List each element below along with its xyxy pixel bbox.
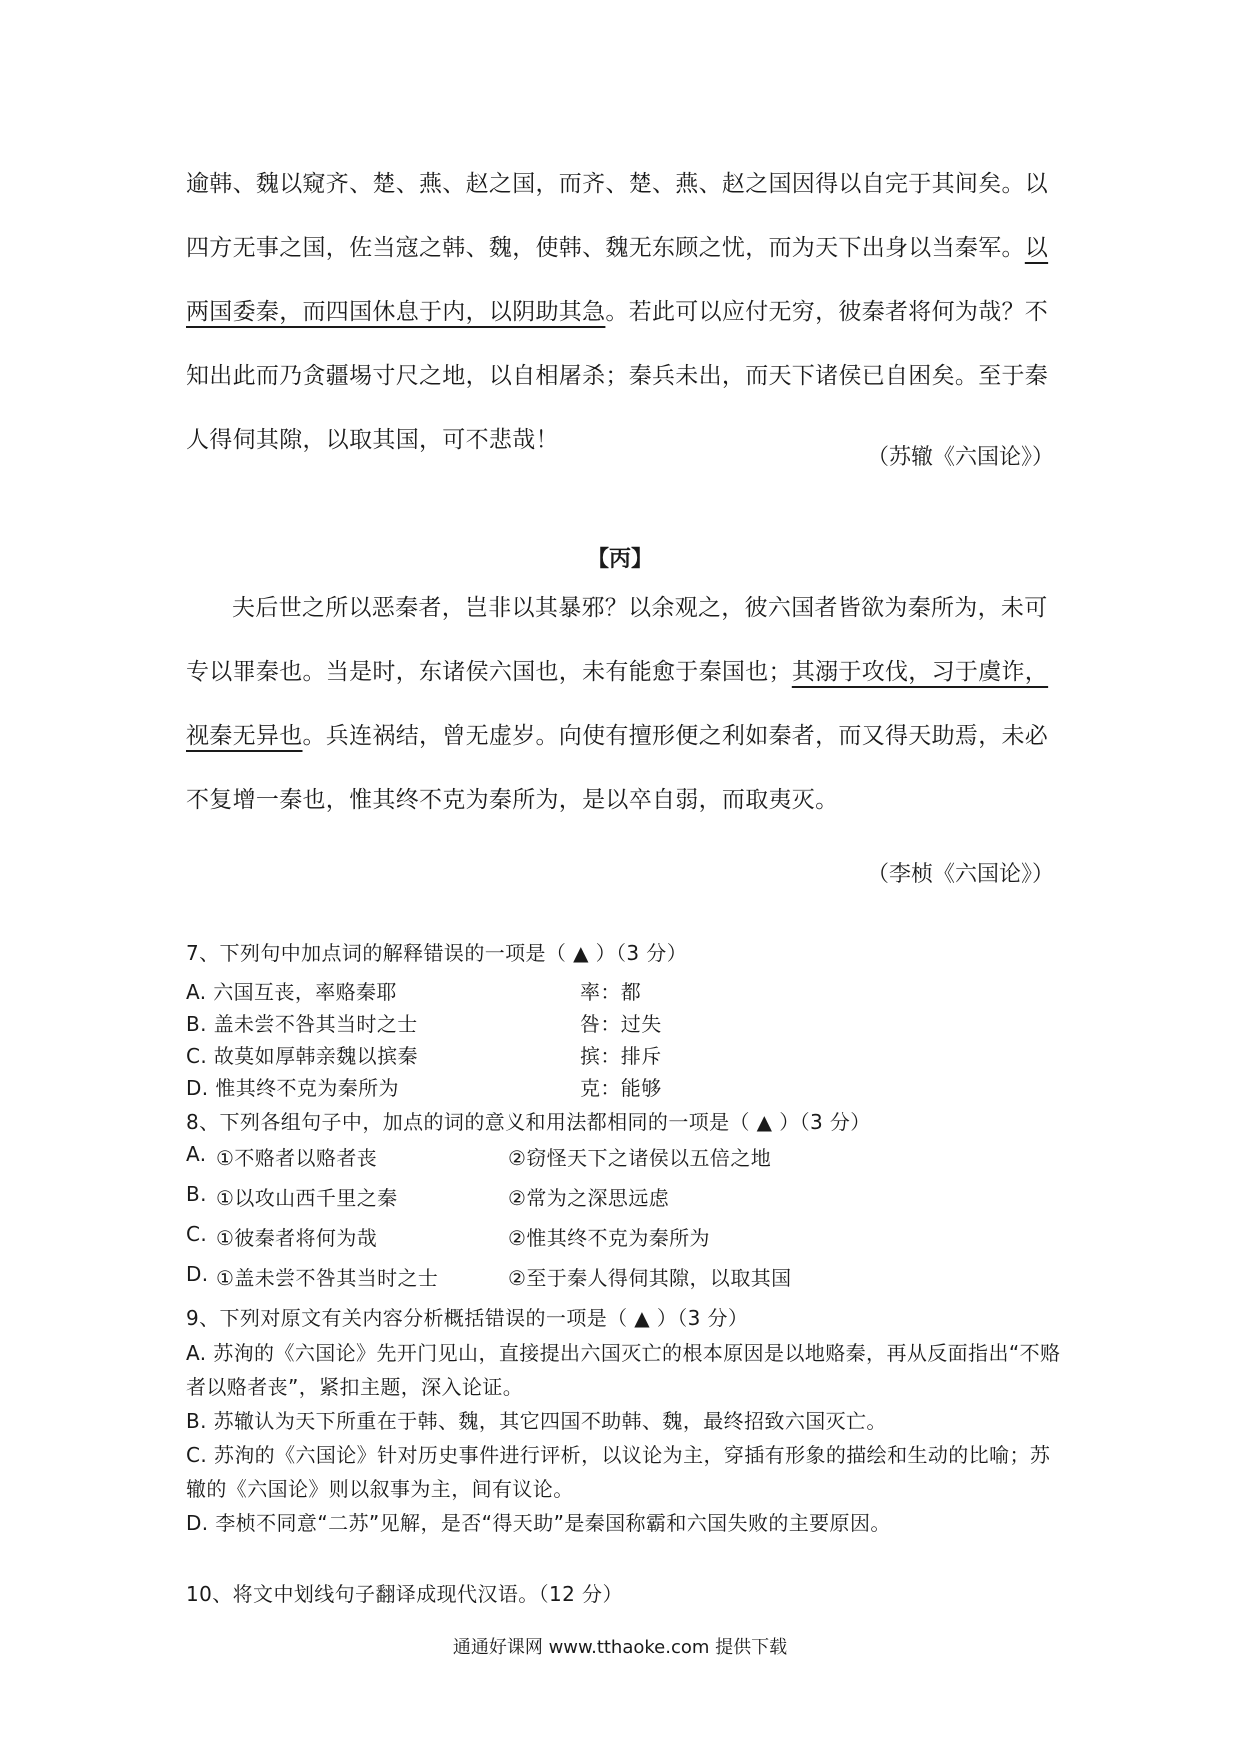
q8-option-second: ②常为之深思远虑 — [508, 1186, 670, 1210]
q8-option-label: B. — [186, 1182, 207, 1206]
q8-option-label: A. — [186, 1142, 207, 1166]
q8-option-label: C. — [186, 1222, 208, 1246]
passage-bing — [186, 576, 1056, 832]
passage-text: 。兵连祸结，曾无虚岁。向使有擅形便之利如秦者，而又得天助焉，未必不复增一秦也，惟其终不克为秦所为，是以卒自弱，而取夷灭。 — [186, 723, 1049, 813]
question-9-stem: 9、下列对原文有关内容分析概括错误的一项是（ ▲ ）（3 分） — [186, 1306, 749, 1330]
q7-gloss: 咎：过失 — [580, 1012, 662, 1036]
passage-source: （李桢《六国论》） — [866, 862, 1054, 887]
q8-option-label: D. — [186, 1262, 209, 1286]
q9-option: D. 李桢不同意“二苏”见解，是否“得天助”是秦国称霸和六国失败的主要原因。 — [186, 1511, 891, 1535]
q7-gloss: 克：能够 — [580, 1076, 662, 1100]
section-heading: 【丙】 — [586, 547, 653, 572]
passage-source: （苏辙《六国论》） — [866, 445, 1054, 470]
q7-option: A. 六国互丧，率赂秦耶 — [186, 980, 397, 1004]
question-8-stem: 8、下列各组句子中，加点的词的意义和用法都相同的一项是（ ▲ ）（3 分） — [186, 1110, 871, 1134]
q9-option: A. 苏洵的《六国论》先开门见山，直接提出六国灭亡的根本原因是以地赂秦，再从反面指出“不赂者以赂者丧”，紧扣主题，深入论证。 — [186, 1341, 1061, 1399]
underlined-sentence: 其溺于攻伐，习于虞诈，视秦无异也 — [186, 659, 1049, 749]
q8-option-first: ①以攻山西千里之秦 — [216, 1186, 398, 1210]
q7-option: C. 故莫如厚韩亲魏以摈秦 — [186, 1044, 418, 1068]
q8-option-second: ②至于秦人得伺其隙，以取其国 — [508, 1266, 792, 1290]
passage-text: 夫后世之所以恶秦者，岂非以其暴邪？以余观之，彼六国者皆欲为秦所为，未可专以罪秦也。当是时，东诸侯六国也，未有能愈于秦国也； — [186, 595, 1048, 685]
q8-option-first: ①盖未尝不咎其当时之士 — [216, 1266, 439, 1290]
q7-option: D. 惟其终不克为秦所为 — [186, 1076, 399, 1100]
question-7-stem: 7、下列句中加点词的解释错误的一项是（ ▲ ）（3 分） — [186, 941, 688, 965]
q8-option-first: ①不赂者以赂者丧 — [216, 1146, 378, 1170]
q7-option: B. 盖未尝不咎其当时之士 — [186, 1012, 418, 1036]
passage-text: 。若此可以应付无穷，彼秦者将何为哉？不知出此而乃贪疆埸寸尺之地，以自相屠杀；秦兵未出，而天下诸侯已自困矣。至于秦人得伺其隙，以取其国，可不悲哉！ — [186, 299, 1049, 453]
q9-option: B. 苏辙认为天下所重在于韩、魏，其它四国不助韩、魏，最终招致六国灭亡。 — [186, 1409, 887, 1433]
q9-option: C. 苏洵的《六国论》针对历史事件进行评析，以议论为主，穿插有形象的描绘和生动的比喻；苏辙的《六国论》则以叙事为主，间有议论。 — [186, 1443, 1051, 1501]
q8-option-first: ①彼秦者将何为哉 — [216, 1226, 378, 1250]
q8-option-second: ②惟其终不克为秦所为 — [508, 1226, 710, 1250]
underlined-sentence: 以两国委秦，而四国休息于内，以阴助其急 — [186, 235, 1049, 325]
passage-text: 逾韩、魏以窥齐、楚、燕、赵之国，而齐、楚、燕、赵之国因得以自完于其间矣。以四方无事之国，佐当寇之韩、魏，使韩、魏无东顾之忧，而为天下出身以当秦军。 — [186, 171, 1049, 261]
q7-gloss: 摈：排斥 — [580, 1044, 662, 1068]
passage-yi — [186, 152, 1056, 472]
page-footer: 通通好课网 www.tthaoke.com 提供下载 — [452, 1637, 788, 1658]
question-10-stem: 10、将文中划线句子翻译成现代汉语。（12 分） — [186, 1582, 623, 1606]
q8-option-second: ②窃怪天下之诸侯以五倍之地 — [508, 1146, 772, 1170]
q7-gloss: 率：都 — [580, 980, 642, 1004]
